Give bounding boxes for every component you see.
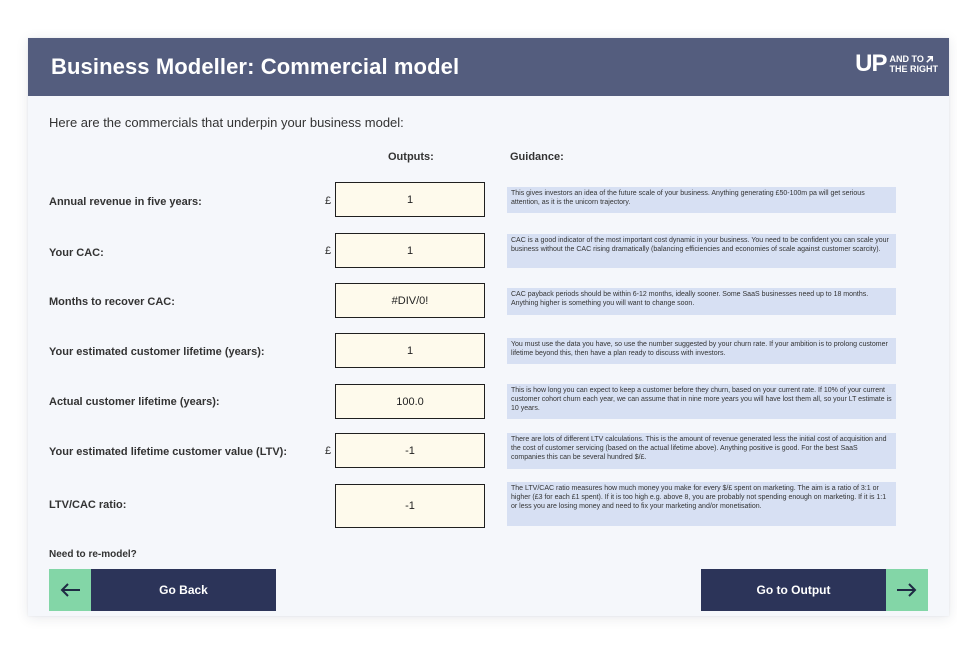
go-back-label[interactable]: Go Back [91,569,276,611]
row-label: Your estimated customer lifetime (years): [49,346,265,358]
page-title: Business Modeller: Commercial model [51,54,460,79]
arrow-left-tile[interactable] [49,569,91,611]
arrow-up-right-icon [925,55,934,64]
arrow-right-tile[interactable] [886,569,928,611]
guidance-note: This gives investors an idea of the future scale of your business. Anything generating £50-100m pa will get serious attention, as it is the unicorn trajectory. [507,187,896,213]
output-value: 1 [335,333,485,368]
remodel-label: Need to re-model? [49,549,137,560]
logo-tagline [890,54,939,74]
logo-main-text: UP [855,50,887,77]
outputs-column-header: Outputs: [388,151,434,163]
guidance-note: CAC payback periods should be within 6-12 months, ideally sooner. Some SaaS businesses need up to 18 months. Anything higher is something you will want to change soon. [507,288,896,315]
go-to-output-button[interactable] [701,569,928,611]
brand-logo [855,52,938,78]
go-to-output-label[interactable]: Go to Output [701,569,886,611]
output-value: -1 [335,484,485,528]
output-value: 1 [335,182,485,217]
guidance-note: This is how long you can expect to keep a customer before they churn, based on your current rate. If 10% of your current customer cohort churn each year, we can assume that in nine more years you will have lost them all, so your LT estimate is 10 years. [507,384,896,419]
row-label: Your estimated lifetime customer value (LTV): [49,446,287,458]
row-label: Months to recover CAC: [49,296,175,308]
output-value: 100.0 [335,384,485,419]
guidance-note: There are lots of different LTV calculations. This is the amount of revenue generated less the initial cost of acquisition and the cost of customer servicing (based on the actual lifetime above). Anything positive is good. For the best SaaS companies this can be several hundred $/£. [507,433,896,469]
guidance-note: You must use the data you have, so use the number suggested by your churn rate. If your ambition is to prolong customer lifetime beyond this, then have a plan ready to discuss with investors. [507,338,896,364]
currency-symbol: £ [325,245,332,257]
logo-line-1: AND TO [889,54,924,64]
row-label: Annual revenue in five years: [49,196,202,208]
output-value: 1 [335,233,485,268]
currency-symbol: £ [325,195,332,207]
guidance-column-header: Guidance: [510,151,564,163]
go-back-button[interactable] [49,569,276,611]
currency-symbol: £ [325,445,332,457]
arrow-right-icon [896,582,918,598]
guidance-note: The LTV/CAC ratio measures how much money you make for every $/£ spent on marketing. The aim is a ratio of 3:1 or higher (£3 for each £1 spent). If it is too high e.g. above 8, you are probably not spending enough on marketing. If it is 1:1 or less you are losing money and need to fix your marketing and/or monetisation. [507,482,896,526]
intro-text: Here are the commercials that underpin your business model: [49,115,404,130]
row-label: Your CAC: [49,247,104,259]
commercial-model-panel [28,38,949,616]
row-label: Actual customer lifetime (years): [49,396,220,408]
logo-line-2: THE RIGHT [889,64,938,74]
header-bar [28,38,949,96]
row-label: LTV/CAC ratio: [49,499,127,511]
guidance-note: CAC is a good indicator of the most important cost dynamic in your business. You need to be confident you can scale your business without the CAC rising dramatically (balancing efficiencies and economies of scale against customer scarcity). [507,234,896,268]
arrow-left-icon [59,582,81,598]
output-value: -1 [335,433,485,468]
output-value: #DIV/0! [335,283,485,318]
